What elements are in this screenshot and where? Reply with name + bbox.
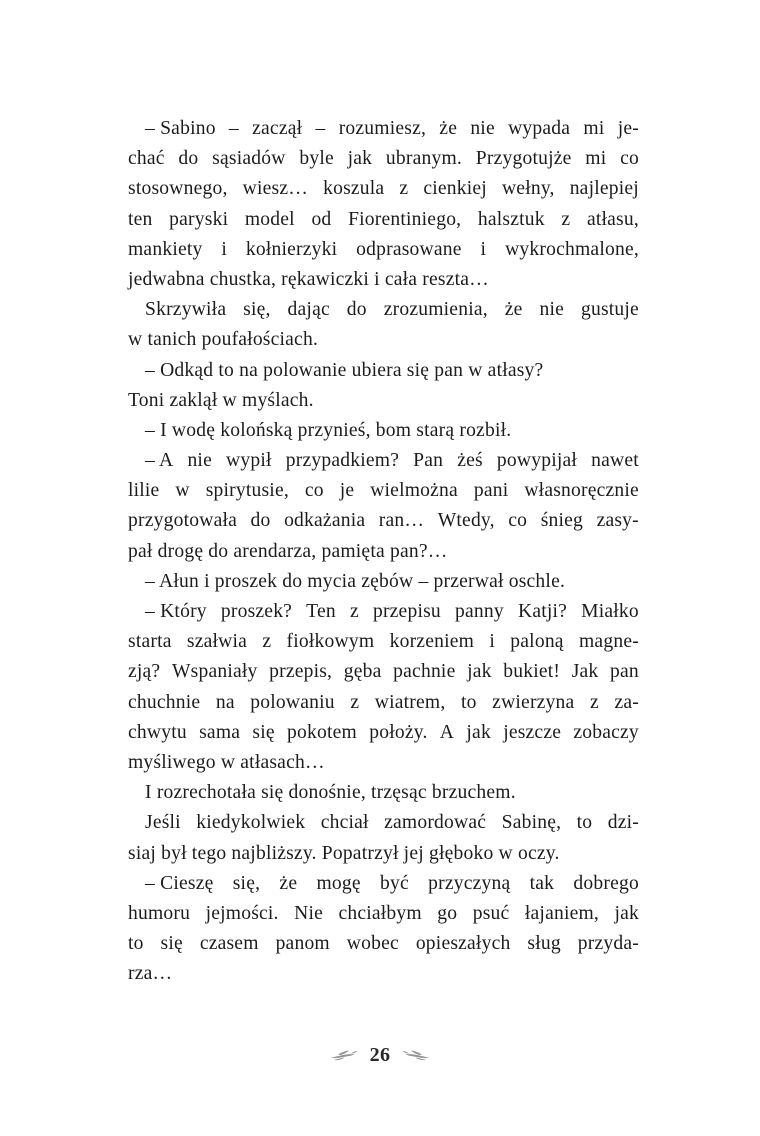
word: z	[561, 208, 571, 230]
word: przyczyną	[428, 872, 511, 894]
word: wełny,	[501, 178, 555, 200]
word: opieszałych	[415, 933, 511, 955]
word: położy.	[369, 721, 428, 743]
word: co	[304, 480, 324, 502]
word: cienkiej	[423, 178, 487, 200]
word: zamordować	[384, 812, 487, 834]
text-line: – Odkąd to na polowanie ubiera się pan w atłasy?	[145, 359, 544, 381]
word: że	[439, 118, 458, 139]
word: wobec	[346, 933, 399, 955]
word: Sabinę,	[501, 812, 562, 834]
word: spirytusie,	[205, 480, 289, 502]
word: nie	[187, 450, 212, 472]
word: przepis,	[269, 661, 333, 683]
word: zwierzyna	[492, 691, 575, 713]
word: ten	[128, 208, 153, 230]
word: halsztuk	[477, 208, 545, 230]
text-line	[145, 446, 639, 476]
page-number: 26	[369, 1044, 391, 1066]
word: chuchnie	[128, 691, 201, 713]
word: je-	[617, 118, 639, 139]
text-line	[128, 205, 639, 235]
text-line	[128, 657, 639, 687]
word: wiesz…	[242, 178, 309, 200]
word: sama	[199, 721, 241, 743]
word: dzi-	[607, 812, 639, 834]
word: chciałbym	[338, 902, 422, 924]
word: z	[399, 178, 409, 200]
word: panny	[455, 601, 504, 622]
paragraph	[128, 446, 639, 567]
word: jak	[466, 721, 491, 743]
text-line: myśliwego w atłasach…	[128, 751, 325, 773]
word: czasem	[199, 933, 259, 955]
word: chciał	[320, 812, 369, 834]
word: Wspaniały	[171, 661, 258, 683]
word: do	[346, 299, 367, 321]
text-line: – Ałun i proszek do mycia zębów – przerwał oschle.	[145, 570, 566, 592]
word: chwytu	[128, 721, 187, 743]
word: wiatrem,	[374, 691, 446, 713]
word: najlepiej	[569, 178, 639, 200]
word: nie	[470, 118, 495, 139]
word: to	[128, 933, 144, 955]
word: gustuje	[580, 299, 639, 321]
word: rozumiesz,	[338, 118, 427, 139]
text-line	[128, 688, 639, 718]
text-line: rza…	[128, 963, 173, 985]
word: atłasu,	[586, 208, 639, 230]
word: je	[339, 480, 355, 502]
word: Jeśli	[145, 812, 181, 834]
word: to	[576, 812, 593, 834]
word: dając	[287, 299, 330, 321]
word: i	[489, 631, 495, 653]
word: co	[508, 510, 528, 532]
word: Skrzywiła	[145, 299, 227, 321]
text-line: pał drogę do arendarza, pamięta pan?…	[128, 540, 448, 562]
paragraph	[128, 567, 639, 597]
word: Miałko	[581, 601, 639, 622]
word: nie	[539, 299, 565, 321]
word: zobaczy	[573, 721, 639, 743]
word: z	[262, 631, 272, 653]
word: jak	[467, 661, 492, 683]
text-line	[128, 235, 639, 265]
word: psuć	[472, 902, 510, 924]
word: żeś	[457, 450, 483, 472]
word: przygotowała	[128, 510, 237, 532]
paragraph	[128, 114, 639, 295]
word: jak	[614, 902, 639, 924]
paragraph	[128, 356, 639, 386]
text-line: jedwabna chustka, rękawiczki i cała reszta…	[128, 268, 489, 290]
word: stosownego,	[128, 178, 228, 200]
word: paryski	[169, 208, 229, 230]
word: Katji?	[517, 601, 568, 622]
paragraph	[128, 869, 639, 990]
paragraph	[128, 597, 639, 778]
word: odkażania	[284, 510, 366, 532]
word: jeszcze	[503, 721, 562, 743]
word: od	[311, 208, 332, 230]
word: koszula	[323, 178, 385, 200]
word: być	[380, 872, 409, 894]
word: nawet	[591, 450, 639, 472]
word: że	[504, 299, 523, 321]
word: kołnierzyki	[245, 238, 338, 260]
word: na	[215, 691, 235, 713]
word: starta	[128, 631, 172, 653]
word: przyda-	[577, 933, 639, 955]
word: kiedykolwiek	[196, 812, 306, 834]
word: mankiety	[128, 238, 203, 260]
paragraph	[128, 808, 639, 868]
paragraph	[128, 295, 639, 355]
text-line	[128, 718, 639, 748]
word: byle	[299, 148, 334, 170]
text-line	[145, 114, 639, 144]
word: się,	[243, 299, 271, 321]
word: z	[350, 691, 360, 713]
text-line	[145, 869, 639, 899]
text-line: w tanich poufałościach.	[128, 329, 319, 351]
text-line	[145, 597, 639, 627]
word: się,	[232, 872, 261, 894]
word: tak	[529, 872, 555, 894]
text-line	[145, 295, 639, 325]
word: ubranym.	[385, 148, 463, 170]
word: bukiet!	[503, 661, 561, 683]
word: fiołkowym	[286, 631, 375, 653]
word: wielmożna	[370, 480, 458, 502]
leaf-flourish-icon	[401, 1048, 431, 1064]
text-line	[128, 506, 639, 536]
word: do	[250, 510, 271, 532]
word: i	[221, 238, 227, 260]
word: zaczął	[252, 118, 303, 139]
word: Nie	[294, 902, 323, 924]
word: powypijał	[496, 450, 578, 472]
word: dobrego	[573, 872, 639, 894]
word: Pan	[413, 450, 444, 472]
word: polowaniu	[250, 691, 335, 713]
word: jejmości.	[205, 902, 279, 924]
text-line	[128, 174, 639, 204]
word: do	[178, 148, 199, 170]
word: się	[252, 721, 275, 743]
word: pani	[473, 480, 509, 502]
word: chać	[128, 148, 165, 170]
paragraph	[128, 416, 639, 446]
word: Ten	[306, 601, 336, 622]
word: ran…	[378, 510, 425, 532]
word: pan	[610, 661, 639, 683]
word: paloną	[510, 631, 564, 653]
word: – Cieszę	[145, 872, 214, 894]
word: –	[228, 118, 239, 139]
word: za-	[614, 691, 639, 713]
word: to	[460, 691, 477, 713]
word: – A	[145, 450, 174, 472]
word: –	[315, 118, 326, 139]
word: korzeniem	[389, 631, 475, 653]
text-line: – I wodę kolońską przynieś, bom starą rozbił.	[145, 419, 512, 441]
word: lilie	[128, 480, 160, 502]
word: humoru	[128, 902, 191, 924]
word: gęba	[343, 661, 382, 683]
paragraph	[128, 778, 639, 808]
word: wypił	[226, 450, 272, 472]
text-line	[128, 627, 639, 657]
folio	[0, 1044, 760, 1067]
text-line: siaj był tego najbliższy. Popatrzył jej głęboko w oczy.	[128, 842, 560, 864]
text-line	[128, 144, 639, 174]
word: przypadkiem?	[285, 450, 400, 472]
word: Wtedy,	[437, 510, 495, 532]
text-line: Toni zaklął w myślach.	[128, 389, 314, 411]
word: go	[437, 902, 458, 924]
word: – Sabino	[145, 118, 216, 139]
body-text-block	[128, 114, 639, 989]
text-line	[128, 476, 639, 506]
word: mi	[583, 118, 605, 139]
text-line	[145, 808, 639, 838]
word: i	[480, 238, 487, 260]
word: z	[589, 691, 599, 713]
word: magne-	[579, 631, 639, 653]
word: odprasowane	[356, 238, 462, 260]
word: – Który	[145, 601, 207, 622]
word: przepisu	[372, 601, 441, 622]
paragraph	[128, 386, 639, 416]
word: w	[175, 480, 190, 502]
word: wypada	[508, 118, 571, 139]
word: się	[160, 933, 183, 955]
word: Fiorentiniego,	[348, 208, 462, 230]
word: panom	[275, 933, 330, 955]
word: z	[349, 601, 359, 622]
word: jak	[347, 148, 373, 170]
word: model	[244, 208, 295, 230]
word: A	[439, 721, 455, 743]
word: własnoręcznie	[524, 480, 639, 502]
word: mi	[585, 148, 607, 170]
leaf-flourish-icon	[329, 1048, 359, 1064]
word: pokotem	[287, 721, 357, 743]
word: zją?	[128, 661, 161, 683]
word: Jak	[571, 661, 599, 683]
word: sąsiadów	[212, 148, 286, 170]
word: co	[620, 148, 639, 170]
word: mogę	[316, 872, 361, 894]
text-line	[128, 899, 639, 929]
word: proszek?	[220, 601, 293, 622]
word: zasy-	[596, 510, 639, 532]
word: pachnie	[393, 661, 456, 683]
word: szałwia	[186, 631, 248, 653]
word: łajaniem,	[524, 902, 600, 924]
word: zrozumienia,	[383, 299, 488, 321]
word: sług	[527, 933, 561, 955]
word: śnieg	[540, 510, 584, 532]
word: wykrochmalone,	[505, 238, 639, 260]
word: Przygotujże	[475, 148, 572, 170]
text-line	[128, 929, 639, 959]
word: że	[279, 872, 298, 894]
text-line: I rozrechotała się donośnie, trzęsąc brzuchem.	[145, 782, 516, 804]
